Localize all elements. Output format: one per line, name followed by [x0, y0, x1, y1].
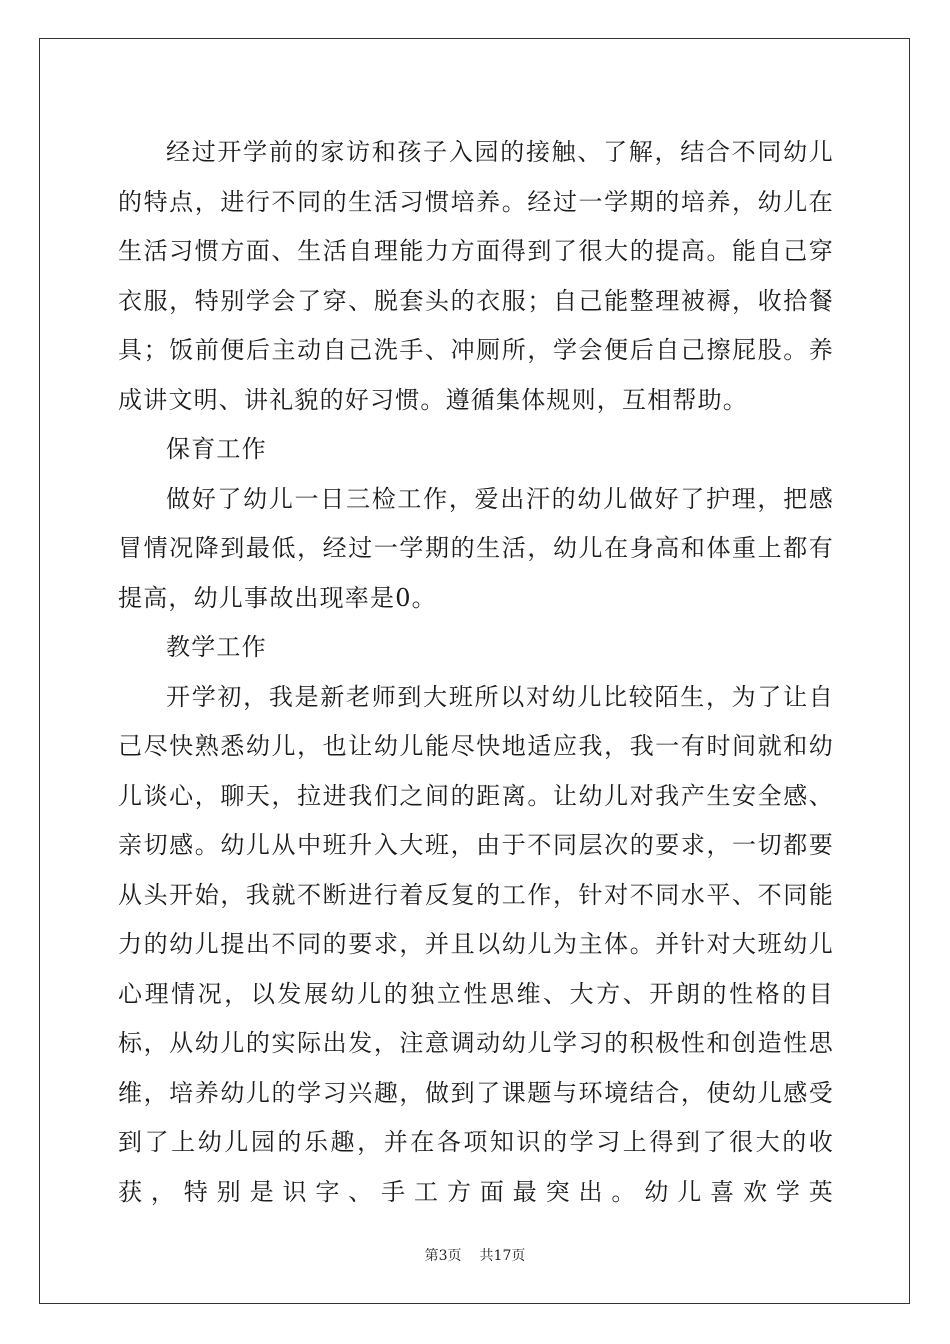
paragraph-living-habits: 经过开学前的家访和孩子入园的接触、了解，结合不同幼儿的特点，进行不同的生活习惯培养。经过一学期的培养，幼儿在生活习惯方面、生活自理能力方面得到了很大的提高。能自己穿衣服，特别学会了穿、脱套头的衣服；自己能整理被褥，收拾餐具；饭前便后主动自己洗手、冲厕所，学会便后自己擦屁股。养成讲文明、讲礼貌的好习惯。遵循集体规则，互相帮助。 — [118, 138, 834, 414]
heading-childcare-work: 保育工作 — [166, 435, 267, 463]
page-footer — [0, 1245, 950, 1265]
paragraph-teaching: 开学初，我是新老师到大班所以对幼儿比较陌生，为了让自己尽快熟悉幼儿，也让幼儿能尽快地适应我，我一有时间就和幼儿谈心，聊天，拉进我们之间的距离。让幼儿对我产生安全感、亲切感。幼儿从中班升入大班，由于不同层次的要求，一切都要从头开始，我就不断进行着反复的工作，针对不同水平、不同能力的幼儿提出不同的要求，并且以幼儿为主体。并针对大班幼儿心理情况，以发展幼儿的独立性思维、大方、开朗的性格的目标，从幼儿的实际出发，注意调动幼儿学习的积极性和创造性思维，培养幼儿的学习兴趣，做到了课题与环境结合，使幼儿感受到了上幼儿园的乐趣，并在各项知识的学习上得到了很大的收获，特别是识字、手工方面最突出。幼儿喜欢学英 — [118, 682, 834, 1206]
document-body — [118, 128, 834, 1217]
page-total: 共17页 — [479, 1248, 526, 1264]
page-number: 第3页 — [424, 1248, 462, 1264]
paragraph-childcare: 做好了幼儿一日三检工作，爱出汗的幼儿做好了护理，把感冒情况降到最低，经过一学期的生活，幼儿在身高和体重上都有提高，幼儿事故出现率是0。 — [118, 484, 834, 612]
heading-teaching-work: 教学工作 — [166, 633, 267, 661]
